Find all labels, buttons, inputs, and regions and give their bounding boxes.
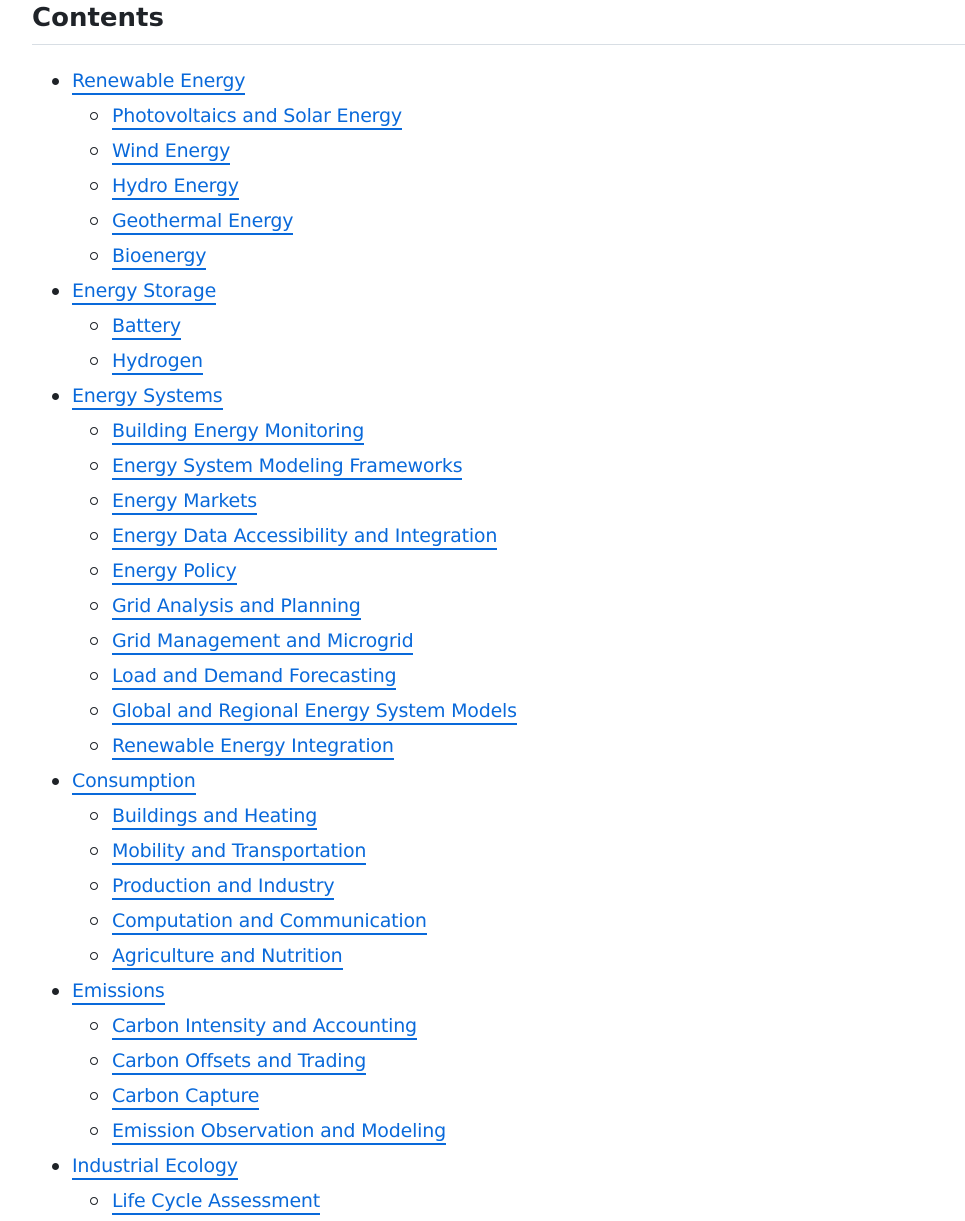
toc-section <box>32 381 965 766</box>
toc-subsection-link[interactable]: Wind Energy <box>112 139 230 165</box>
toc-section-row <box>32 976 965 1011</box>
toc-subsection-link[interactable]: Agriculture and Nutrition <box>112 944 343 970</box>
bullet-circle-icon <box>90 847 98 855</box>
toc-subsection-link[interactable]: Bioenergy <box>112 244 206 270</box>
toc-subsection-list <box>32 416 965 766</box>
bullet-circle-icon <box>90 742 98 750</box>
bullet-circle-icon <box>90 917 98 925</box>
toc-subsection-list <box>32 1186 965 1221</box>
toc-subsection-item <box>32 836 965 871</box>
bullet-circle-icon <box>90 182 98 190</box>
toc-subsection-item <box>32 731 965 766</box>
bullet-disc-icon <box>52 78 59 85</box>
bullet-circle-icon <box>90 322 98 330</box>
bullet-disc-icon <box>52 778 59 785</box>
bullet-disc-icon <box>52 288 59 295</box>
toc-subsection-item <box>32 1046 965 1081</box>
toc-subsection-link[interactable]: Renewable Energy Integration <box>112 734 394 760</box>
bullet-circle-icon <box>90 812 98 820</box>
toc-section <box>32 276 965 381</box>
toc-section <box>32 976 965 1151</box>
toc-section-link[interactable]: Emissions <box>72 979 165 1005</box>
bullet-disc-icon <box>52 393 59 400</box>
toc-subsection-link[interactable]: Energy Markets <box>112 489 257 515</box>
toc-subsection-item <box>32 661 965 696</box>
contents-page <box>32 0 965 1212</box>
toc-section-row <box>32 276 965 311</box>
toc-subsection-item <box>32 206 965 241</box>
toc-subsection-link[interactable]: Geothermal Energy <box>112 209 293 235</box>
toc-subsection-list <box>32 801 965 976</box>
toc-subsection-link[interactable]: Global and Regional Energy System Models <box>112 699 517 725</box>
bullet-circle-icon <box>90 672 98 680</box>
toc-subsection-list <box>32 1011 965 1151</box>
toc-subsection-link[interactable]: Energy Data Accessibility and Integration <box>112 524 497 550</box>
toc-subsection-item <box>32 1186 965 1221</box>
toc-subsection-item <box>32 136 965 171</box>
bullet-circle-icon <box>90 147 98 155</box>
bullet-disc-icon <box>52 988 59 995</box>
toc-subsection-link[interactable]: Hydro Energy <box>112 174 239 200</box>
toc-subsection-link[interactable]: Photovoltaics and Solar Energy <box>112 104 402 130</box>
toc-subsection-link[interactable]: Buildings and Heating <box>112 804 317 830</box>
toc-section-row <box>32 66 965 101</box>
toc-subsection-item <box>32 451 965 486</box>
toc-subsection-list <box>32 311 965 381</box>
toc-subsection-item <box>32 556 965 591</box>
toc-subsection-link[interactable]: Carbon Intensity and Accounting <box>112 1014 417 1040</box>
toc-subsection-item <box>32 486 965 521</box>
bullet-circle-icon <box>90 1127 98 1135</box>
toc-section-row <box>32 1151 965 1186</box>
toc-subsection-item <box>32 591 965 626</box>
page-title: Contents <box>32 0 965 45</box>
toc-subsection-link[interactable]: Carbon Capture <box>112 1084 259 1110</box>
bullet-circle-icon <box>90 1057 98 1065</box>
toc-section <box>32 66 965 276</box>
bullet-circle-icon <box>90 252 98 260</box>
toc-subsection-item <box>32 626 965 661</box>
toc-subsection-item <box>32 101 965 136</box>
bullet-disc-icon <box>52 1163 59 1170</box>
bullet-circle-icon <box>90 602 98 610</box>
toc-section-row <box>32 766 965 801</box>
table-of-contents <box>32 66 965 1221</box>
toc-section <box>32 766 965 976</box>
toc-subsection-link[interactable]: Load and Demand Forecasting <box>112 664 396 690</box>
toc-subsection-item <box>32 1116 965 1151</box>
toc-section-link[interactable]: Renewable Energy <box>72 69 245 95</box>
bullet-circle-icon <box>90 462 98 470</box>
toc-subsection-item <box>32 1011 965 1046</box>
toc-section-link[interactable]: Consumption <box>72 769 196 795</box>
toc-subsection-link[interactable]: Computation and Communication <box>112 909 427 935</box>
toc-subsection-link[interactable]: Grid Analysis and Planning <box>112 594 361 620</box>
toc-section-link[interactable]: Energy Storage <box>72 279 216 305</box>
toc-subsection-link[interactable]: Battery <box>112 314 181 340</box>
bullet-circle-icon <box>90 882 98 890</box>
bullet-circle-icon <box>90 357 98 365</box>
toc-section <box>32 1151 965 1221</box>
toc-subsection-link[interactable]: Energy System Modeling Frameworks <box>112 454 462 480</box>
toc-subsection-link[interactable]: Production and Industry <box>112 874 334 900</box>
bullet-circle-icon <box>90 637 98 645</box>
bullet-circle-icon <box>90 952 98 960</box>
toc-subsection-item <box>32 941 965 976</box>
toc-subsection-item <box>32 346 965 381</box>
bullet-circle-icon <box>90 112 98 120</box>
bullet-circle-icon <box>90 707 98 715</box>
toc-subsection-item <box>32 871 965 906</box>
toc-subsection-link[interactable]: Carbon Offsets and Trading <box>112 1049 366 1075</box>
bullet-circle-icon <box>90 567 98 575</box>
toc-subsection-list <box>32 101 965 276</box>
toc-subsection-item <box>32 1081 965 1116</box>
toc-subsection-item <box>32 696 965 731</box>
toc-subsection-item <box>32 171 965 206</box>
toc-subsection-link[interactable]: Emission Observation and Modeling <box>112 1119 446 1145</box>
toc-section-link[interactable]: Energy Systems <box>72 384 223 410</box>
toc-subsection-item <box>32 416 965 451</box>
toc-subsection-item <box>32 241 965 276</box>
bullet-circle-icon <box>90 217 98 225</box>
bullet-circle-icon <box>90 1022 98 1030</box>
toc-subsection-link[interactable]: Building Energy Monitoring <box>112 419 364 445</box>
toc-subsection-link[interactable]: Mobility and Transportation <box>112 839 366 865</box>
toc-section-row <box>32 381 965 416</box>
toc-subsection-item <box>32 801 965 836</box>
toc-subsection-link[interactable]: Hydrogen <box>112 349 203 375</box>
bullet-circle-icon <box>90 1092 98 1100</box>
toc-subsection-link[interactable]: Energy Policy <box>112 559 237 585</box>
bullet-circle-icon <box>90 427 98 435</box>
toc-subsection-item <box>32 311 965 346</box>
bullet-circle-icon <box>90 497 98 505</box>
toc-subsection-item <box>32 521 965 556</box>
bullet-circle-icon <box>90 1197 98 1205</box>
toc-subsection-link[interactable]: Life Cycle Assessment <box>112 1189 320 1215</box>
toc-subsection-link[interactable]: Grid Management and Microgrid <box>112 629 413 655</box>
toc-section-link[interactable]: Industrial Ecology <box>72 1154 238 1180</box>
bullet-circle-icon <box>90 532 98 540</box>
toc-subsection-item <box>32 906 965 941</box>
